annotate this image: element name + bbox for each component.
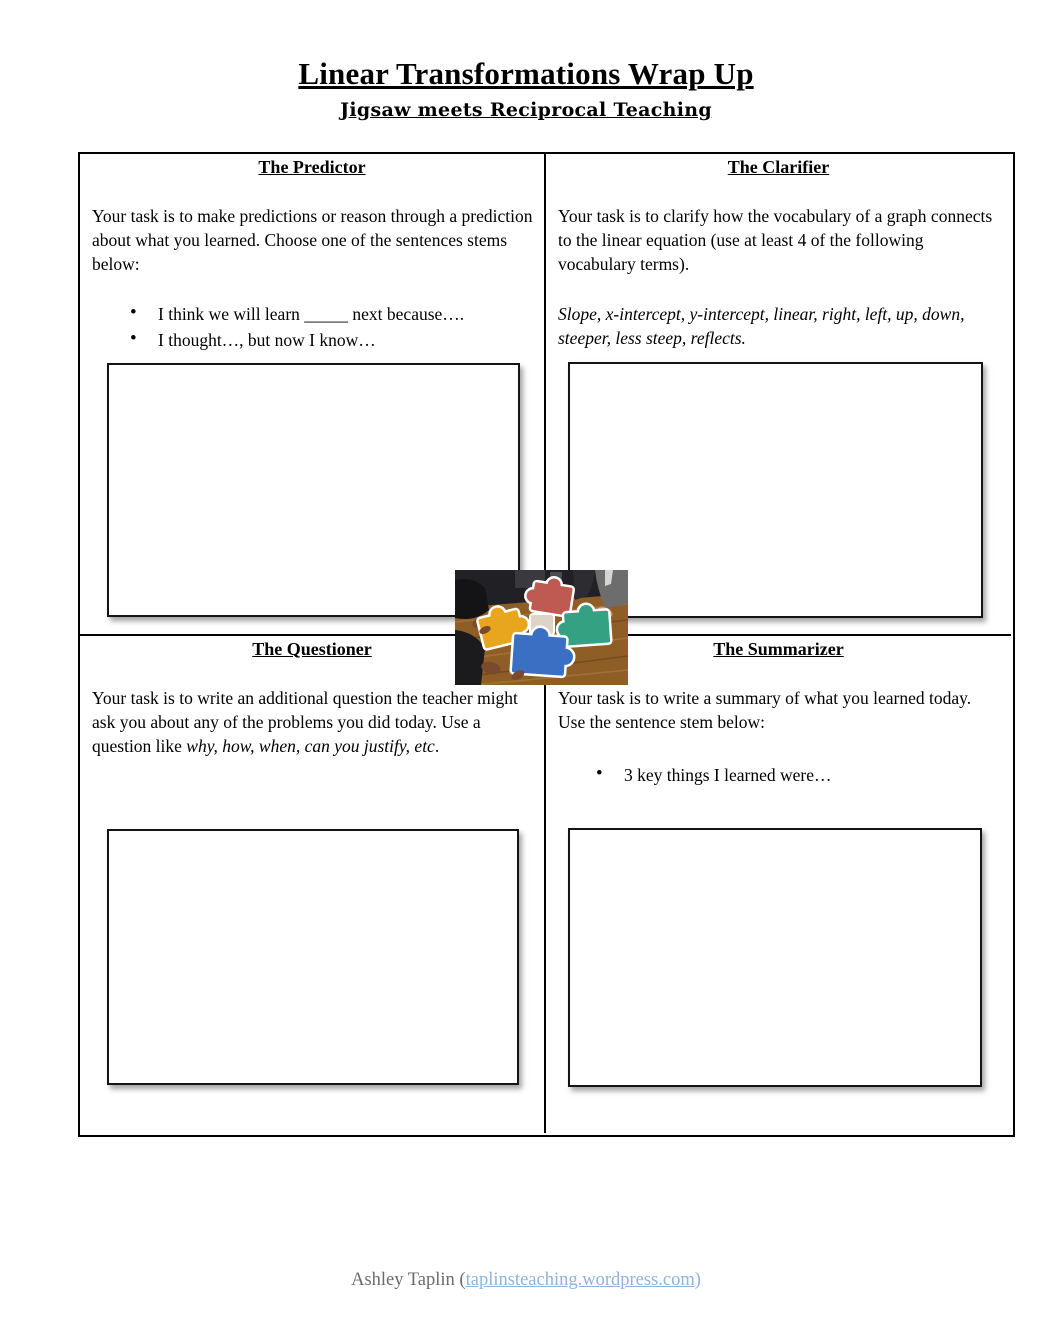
questioner-task-prefix: Your task is to write an additional question the teacher might ask you about any of the problems you did today. Use a question like xyxy=(92,688,518,756)
page-title: Linear Transformations Wrap Up xyxy=(298,56,754,91)
clarifier-answer-box xyxy=(568,362,983,618)
list-item: • I think we will learn _____ next because…. xyxy=(80,301,544,327)
predictor-header-text: The Predictor xyxy=(258,157,366,177)
list-item: • I thought…, but now I know… xyxy=(80,327,544,353)
predictor-task-text: Your task is to make predictions or reason through a prediction about what you learned. Choose one of the sentences stems below: xyxy=(92,206,533,274)
questioner-header-text: The Questioner xyxy=(252,639,372,659)
questioner-task-text xyxy=(92,686,533,758)
puzzle-teamwork-photo xyxy=(455,570,628,685)
footer-link[interactable]: taplinsteaching.wordpress.com xyxy=(465,1270,695,1290)
page-subtitle: Jigsaw meets Reciprocal Teaching xyxy=(340,99,712,121)
clarifier-task-text: Your task is to clarify how the vocabulary of a graph connects to the linear equation (use at least 4 of the following vocabulary terms). xyxy=(558,206,993,274)
questioner-task-suffix: . xyxy=(434,736,440,756)
predictor-header xyxy=(80,157,544,178)
summarizer-task-text: Your task is to write a summary of what you learned today. Use the sentence stem below: xyxy=(558,688,972,732)
clarifier-vocab-list: Slope, x-intercept, y-intercept, linear, right, left, up, down, steeper, less steep, reflects. xyxy=(558,304,965,348)
summarizer-header-text: The Summarizer xyxy=(713,639,844,659)
list-item: • 3 key things I learned were… xyxy=(546,762,1011,788)
summarizer-answer-box xyxy=(568,828,982,1087)
footer-paren-close: ) xyxy=(694,1270,701,1290)
clarifier-header-text: The Clarifier xyxy=(727,157,830,177)
questioner-answer-box xyxy=(107,829,519,1085)
clarifier-header xyxy=(546,157,1011,178)
footer xyxy=(0,1270,1052,1291)
predictor-sentence-stems xyxy=(80,301,544,353)
footer-author: Ashley Taplin ( xyxy=(351,1270,466,1290)
questioner-task-italic: why, how, when, can you justify, etc xyxy=(186,736,435,756)
summarizer-sentence-stems xyxy=(546,762,1011,788)
